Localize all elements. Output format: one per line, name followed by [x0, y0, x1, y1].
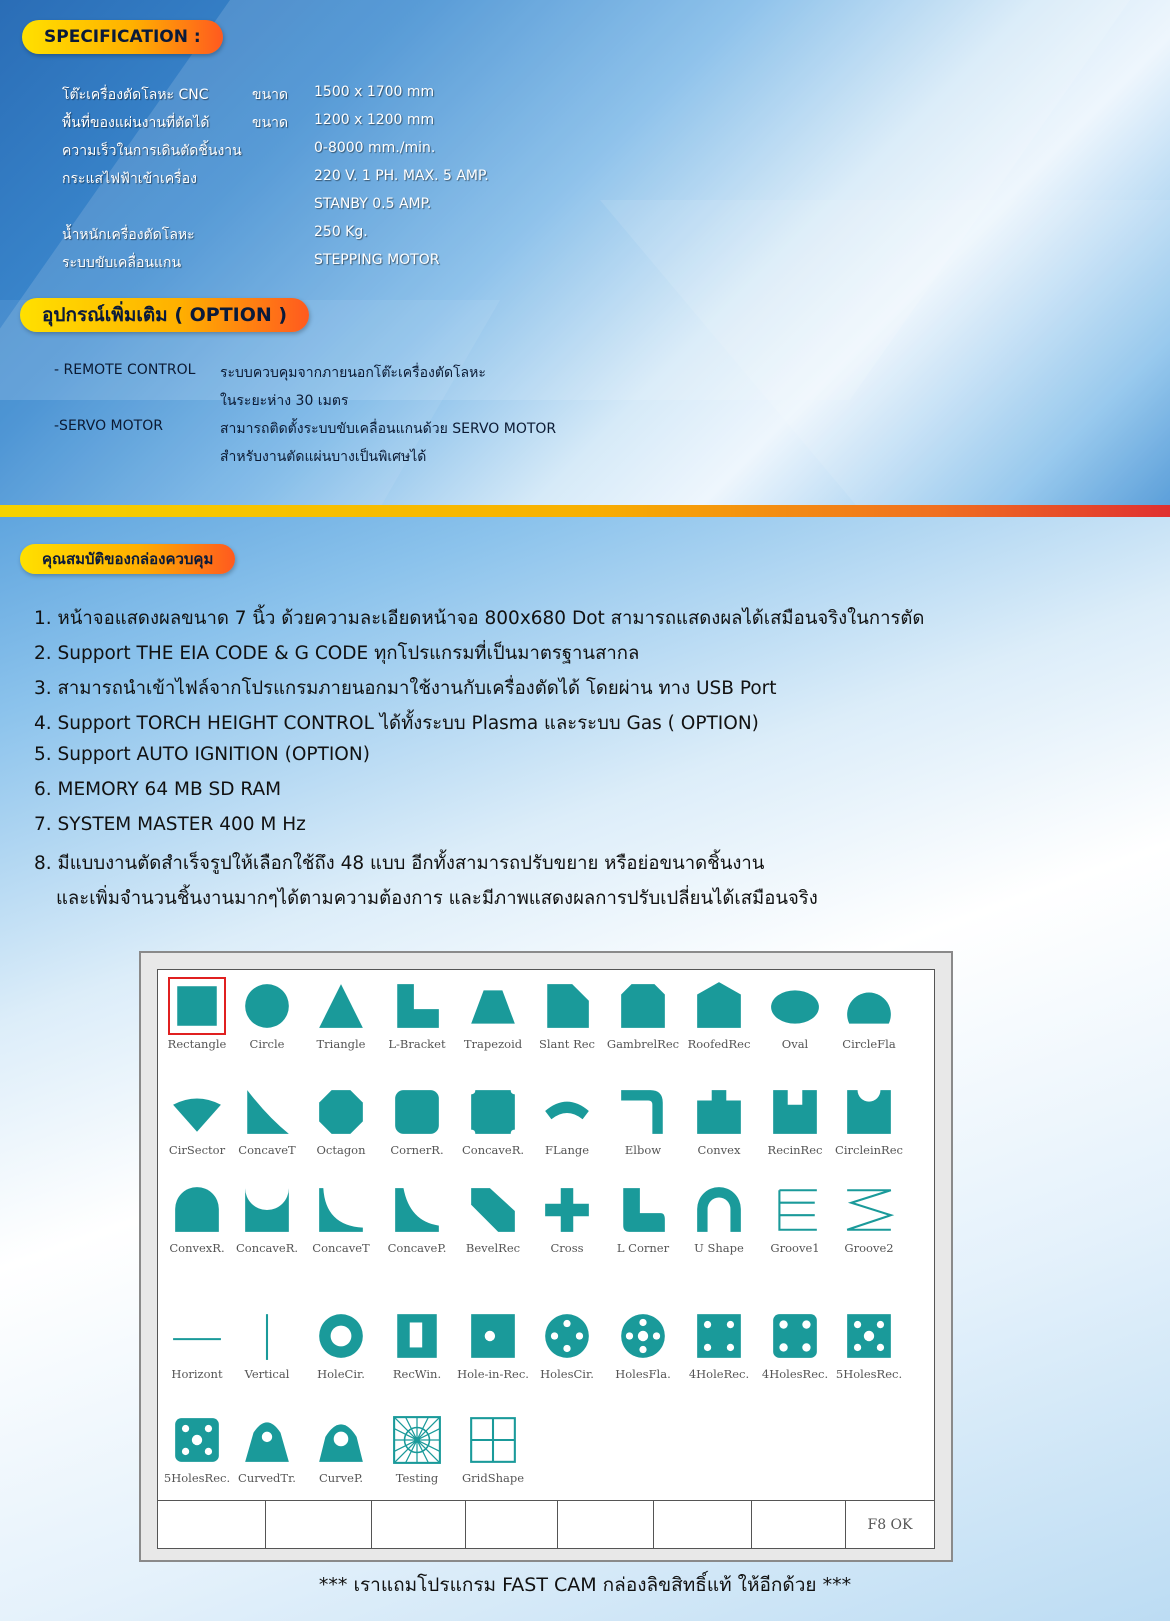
shape-label: CurveP.: [318, 1471, 364, 1485]
shape-label: GambrelRec: [606, 1037, 680, 1051]
softkey-3[interactable]: [372, 1501, 466, 1548]
shape-option[interactable]: [758, 1086, 832, 1157]
option-name: - REMOTE CONTROL: [54, 362, 196, 378]
shape-label: Triangle: [316, 1037, 366, 1051]
shape-option[interactable]: [380, 1086, 454, 1157]
shape-label: 4HolesRec.: [761, 1367, 829, 1381]
shape-icon: [693, 1310, 745, 1362]
softkey-bar: [157, 1501, 935, 1549]
shape-icon: [171, 1414, 223, 1466]
spec-value: 250 Kg.: [314, 224, 368, 240]
shape-icon: [541, 1086, 593, 1138]
feature-item: 3. สามารถนำเข้าไฟล์จากโปรแกรมภายนอกมาใช้งานกับเครื่องตัดได้ โดยผ่าน ทาง USB Port: [34, 678, 777, 699]
shape-label: ConcaveP.: [387, 1241, 447, 1255]
option-desc: สำหรับงานตัดแผ่นบางเป็นพิเศษได้: [220, 449, 427, 465]
shape-icon: [617, 980, 669, 1032]
shape-icon: [617, 1184, 669, 1236]
shape-icon: [391, 1086, 443, 1138]
shape-icon: [693, 1086, 745, 1138]
specification-badge: SPECIFICATION :: [22, 20, 223, 54]
spec-row: [62, 168, 489, 194]
spec-value: 0-8000 mm./min.: [314, 140, 436, 156]
shape-label: CircleFla: [842, 1037, 896, 1051]
shape-icon: [315, 980, 367, 1032]
shape-label: Rectangle: [167, 1037, 227, 1051]
feature-item: 7. SYSTEM MASTER 400 M Hz: [34, 814, 306, 835]
shape-option[interactable]: [456, 1310, 530, 1381]
softkey-4[interactable]: [466, 1501, 558, 1548]
shape-option[interactable]: [380, 1414, 454, 1485]
shape-label: ConcaveR.: [461, 1143, 525, 1157]
shape-option[interactable]: [758, 980, 832, 1051]
shape-label: CirSector: [168, 1143, 226, 1157]
spec-label: ความเร็วในการเดินตัดชิ้นงาน: [62, 143, 242, 159]
shape-label: Cross: [550, 1241, 584, 1255]
shape-option[interactable]: [530, 1184, 604, 1255]
shape-label: L-Bracket: [388, 1037, 446, 1051]
shape-option[interactable]: [304, 1184, 378, 1255]
spec-label: น้ำหนักเครื่องตัดโลหะ: [62, 227, 195, 243]
spec-label: [62, 196, 252, 222]
shape-icon: [171, 980, 223, 1032]
shape-icon: [843, 980, 895, 1032]
spec-row: [62, 140, 435, 166]
spec-value: STEPPING MOTOR: [314, 252, 440, 268]
shape-option[interactable]: [160, 980, 234, 1051]
shape-icon: [843, 1184, 895, 1236]
shape-icon: [693, 980, 745, 1032]
shape-option[interactable]: [160, 1184, 234, 1255]
shape-option[interactable]: [682, 980, 756, 1051]
shape-option[interactable]: [160, 1310, 234, 1381]
shape-icon: [769, 1310, 821, 1362]
spec-value: STANBY 0.5 AMP.: [314, 196, 432, 212]
shape-option[interactable]: [456, 1414, 530, 1485]
shape-label: Slant Rec: [538, 1037, 595, 1051]
shape-option[interactable]: [230, 1414, 304, 1485]
shape-option[interactable]: [832, 1184, 906, 1255]
shape-icon: [467, 980, 519, 1032]
shape-label: U Shape: [694, 1241, 744, 1255]
option-desc: ในระยะห่าง 30 เมตร: [220, 393, 349, 409]
option-desc: สามารถติดตั้งระบบขับเคลื่อนแกนด้วย SERVO MOTOR: [220, 421, 557, 437]
shape-option[interactable]: [456, 1086, 530, 1157]
shape-label: Elbow: [624, 1143, 662, 1157]
spec-label: กระแสไฟฟ้าเข้าเครื่อง: [62, 171, 197, 187]
spec-unit: [252, 140, 314, 166]
shape-option[interactable]: [530, 1086, 604, 1157]
shape-label: Groove2: [844, 1241, 894, 1255]
shape-icon: [241, 1184, 293, 1236]
shape-label: Circle: [249, 1037, 285, 1051]
shape-icon: [769, 980, 821, 1032]
feature-item: 2. Support THE EIA CODE & G CODE ทุกโปรแกรมที่เป็นมาตรฐานสากล: [34, 643, 640, 664]
shape-icon: [171, 1310, 223, 1362]
shape-label: L Corner: [616, 1241, 670, 1255]
controller-badge: คุณสมบัติของกล่องควบคุม: [20, 544, 235, 574]
footer-note: *** เราแถมโปรแกรม FAST CAM กล่องลิขสิทธิ์แท้ ให้อีกด้วย ***: [318, 1574, 852, 1596]
shape-icon: [315, 1414, 367, 1466]
feature-item: 4. Support TORCH HEIGHT CONTROL ได้ทั้งระบบ Plasma และระบบ Gas ( OPTION): [34, 713, 759, 734]
shape-label: 5HolesRec.: [163, 1471, 231, 1485]
spec-unit: ขนาด: [252, 87, 289, 103]
option-desc: ระบบควบคุมจากภายนอกโต๊ะเครื่องตัดโลหะ: [220, 365, 486, 381]
shape-label: Trapezoid: [463, 1037, 523, 1051]
shape-option[interactable]: [530, 980, 604, 1051]
shape-icon: [315, 1310, 367, 1362]
shape-icon: [769, 1086, 821, 1138]
shape-icon: [541, 1184, 593, 1236]
shape-label: Testing: [395, 1471, 439, 1485]
spec-unit: ขนาด: [252, 115, 289, 131]
option-badge: อุปกรณ์เพิ่มเติม ( OPTION ): [20, 298, 309, 332]
option-name: -SERVO MOTOR: [54, 418, 163, 434]
spec-row: [62, 112, 434, 138]
shape-option[interactable]: [380, 1184, 454, 1255]
shape-icon: [391, 1184, 443, 1236]
shape-label: 5HolesRec.: [835, 1367, 903, 1381]
shape-icon: [467, 1414, 519, 1466]
shape-label: CircleinRec: [835, 1143, 903, 1157]
softkey-7[interactable]: [752, 1501, 846, 1548]
spec-row: [62, 252, 439, 278]
shape-label: RecinRec: [767, 1143, 823, 1157]
shape-icon: [171, 1086, 223, 1138]
spec-label: ระบบขับเคลื่อนแกน: [62, 255, 182, 271]
shape-icon: [617, 1310, 669, 1362]
shape-icon: [467, 1086, 519, 1138]
spec-unit: [252, 224, 314, 250]
shape-label: FLange: [544, 1143, 590, 1157]
spec-unit: [252, 168, 314, 194]
shape-label: ConvexR.: [169, 1241, 225, 1255]
feature-item: และเพิ่มจำนวนชิ้นงานมากๆได้ตามความต้องการ และมีภาพแสดงผลการปรับเปลี่ยนได้เสมือนจริง: [56, 888, 818, 909]
shape-label: HolesFla.: [615, 1367, 671, 1381]
shape-option[interactable]: [304, 1086, 378, 1157]
shape-label: Vertical: [244, 1367, 290, 1381]
shape-option[interactable]: [230, 1310, 304, 1381]
feature-item: 1. หน้าจอแสดงผลขนาด 7 นิ้ว ด้วยความละเอียดหน้าจอ 800x680 Dot สามารถแสดงผลได้เสมือนจริงในการตัด: [34, 608, 925, 629]
shape-option[interactable]: [304, 980, 378, 1051]
shape-label: RoofedRec: [687, 1037, 751, 1051]
shape-option[interactable]: [832, 980, 906, 1051]
shape-option[interactable]: [682, 1086, 756, 1157]
shape-icon: [241, 1414, 293, 1466]
spec-label: โต๊ะเครื่องตัดโลหะ CNC: [62, 87, 209, 103]
shape-label: Horizont: [171, 1367, 223, 1381]
shape-icon: [467, 1310, 519, 1362]
shape-label: CurvedTr.: [238, 1471, 296, 1485]
spec-label: พื้นที่ของแผ่นงานที่ตัดได้: [62, 115, 210, 131]
shape-option[interactable]: [682, 1184, 756, 1255]
softkey-5[interactable]: [558, 1501, 654, 1548]
spec-unit: [252, 252, 314, 278]
shape-option[interactable]: [380, 980, 454, 1051]
softkey-f8-ok[interactable]: F8 OK: [867, 1516, 913, 1533]
shape-label: ConcaveT: [312, 1241, 370, 1255]
shape-option[interactable]: [606, 1310, 680, 1381]
shape-label: Oval: [781, 1037, 809, 1051]
shape-option[interactable]: [160, 1414, 234, 1485]
shape-option[interactable]: [606, 1184, 680, 1255]
spec-row: [62, 224, 368, 250]
feature-item: 6. MEMORY 64 MB SD RAM: [34, 779, 282, 800]
shape-label: CornerR.: [390, 1143, 444, 1157]
shape-label: HolesCir.: [540, 1367, 594, 1381]
spec-unit: [252, 196, 314, 222]
shape-icon: [843, 1310, 895, 1362]
shape-option[interactable]: [230, 980, 304, 1051]
shape-label: GridShape: [461, 1471, 525, 1485]
shape-label: Hole-in-Rec.: [457, 1367, 529, 1381]
spec-row: [62, 196, 431, 222]
shape-selector-panel: [139, 951, 953, 1562]
shape-option[interactable]: [160, 1086, 234, 1157]
shape-label: HoleCir.: [317, 1367, 365, 1381]
softkey-1[interactable]: [158, 1501, 266, 1548]
shape-label: Groove1: [770, 1241, 820, 1255]
shape-icon: [241, 1086, 293, 1138]
feature-item: 5. Support AUTO IGNITION (OPTION): [34, 744, 370, 765]
shape-option[interactable]: [606, 980, 680, 1051]
spec-row: [62, 84, 434, 110]
shape-icon: [769, 1184, 821, 1236]
shape-option[interactable]: [304, 1414, 378, 1485]
shape-label: Convex: [697, 1143, 741, 1157]
spec-value: 1500 x 1700 mm: [314, 84, 435, 100]
shape-option[interactable]: [530, 1310, 604, 1381]
softkey-6[interactable]: [654, 1501, 752, 1548]
shape-icon: [617, 1086, 669, 1138]
shape-option[interactable]: [230, 1184, 304, 1255]
shape-icon: [391, 980, 443, 1032]
shape-label: ConcaveR.: [235, 1241, 299, 1255]
shape-option[interactable]: [682, 1310, 756, 1381]
spec-value: 1200 x 1200 mm: [314, 112, 435, 128]
shape-icon: [315, 1184, 367, 1236]
shape-option[interactable]: [758, 1184, 832, 1255]
spec-value: 220 V. 1 PH. MAX. 5 AMP.: [314, 168, 489, 184]
shape-icon: [541, 1310, 593, 1362]
shape-option[interactable]: [230, 1086, 304, 1157]
shape-icon: [241, 980, 293, 1032]
shape-option[interactable]: [758, 1310, 832, 1381]
shape-option[interactable]: [832, 1310, 906, 1381]
softkey-2[interactable]: [266, 1501, 372, 1548]
shape-option[interactable]: [456, 1184, 530, 1255]
shape-icon: [467, 1184, 519, 1236]
shape-label: 4HoleRec.: [688, 1367, 750, 1381]
shape-label: BevelRec: [465, 1241, 521, 1255]
shape-icon: [315, 1086, 367, 1138]
shape-option[interactable]: [304, 1310, 378, 1381]
shape-label: ConcaveT: [238, 1143, 296, 1157]
shape-label: RecWin.: [392, 1367, 442, 1381]
shape-icon: [391, 1414, 443, 1466]
feature-item: 8. มีแบบงานตัดสำเร็จรูปให้เลือกใช้ถึง 48 แบบ อีกทั้งสามารถปรับขยาย หรือย่อขนาดชิ้นงาน: [34, 853, 765, 874]
shape-icon: [693, 1184, 745, 1236]
section-divider: [0, 505, 1170, 517]
shape-grid: [157, 969, 935, 1501]
shape-option[interactable]: [606, 1086, 680, 1157]
shape-label: Octagon: [316, 1143, 366, 1157]
shape-icon: [241, 1310, 293, 1362]
shape-option[interactable]: [380, 1310, 454, 1381]
shape-icon: [171, 1184, 223, 1236]
shape-option[interactable]: [832, 1086, 906, 1157]
shape-icon: [391, 1310, 443, 1362]
shape-icon: [541, 980, 593, 1032]
shape-option[interactable]: [456, 980, 530, 1051]
shape-icon: [843, 1086, 895, 1138]
